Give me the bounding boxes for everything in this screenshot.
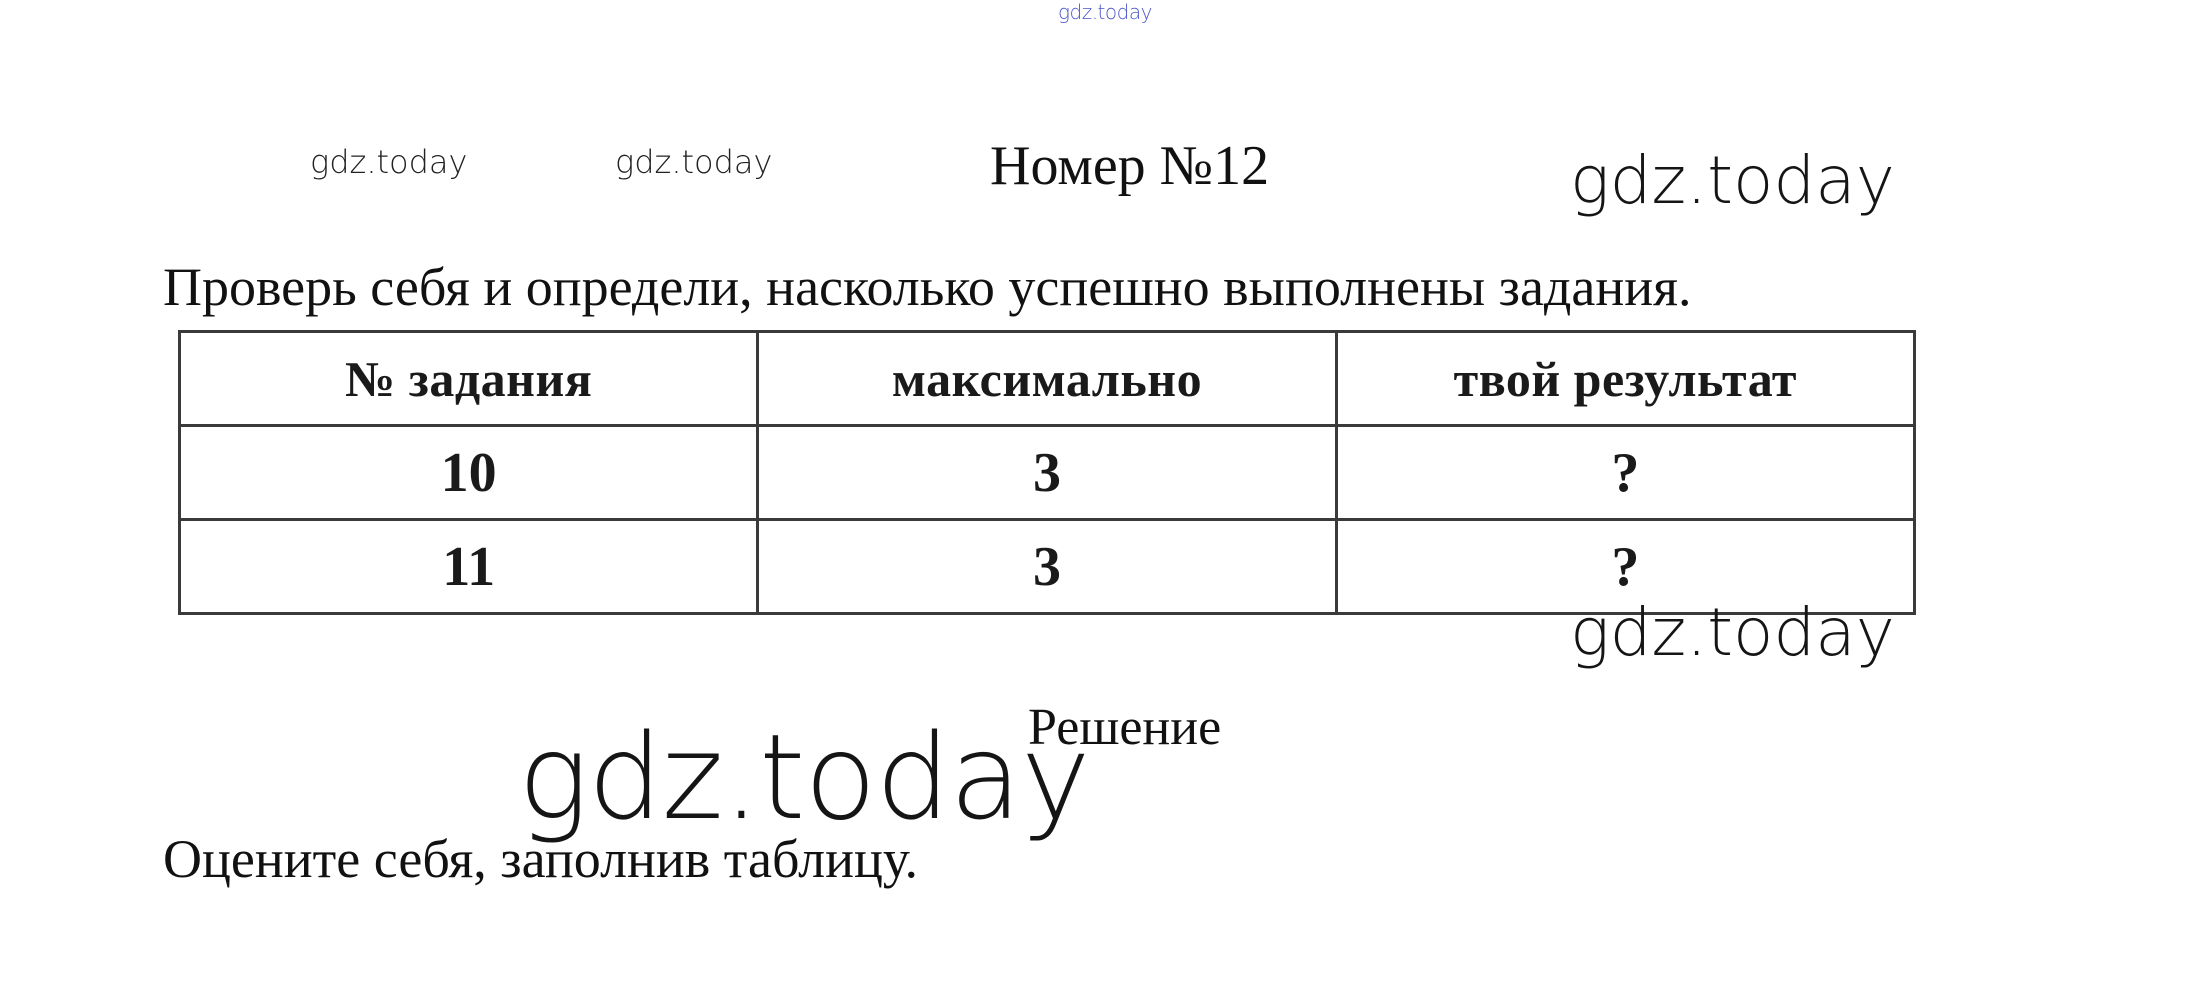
header-your-result: твой результат	[1336, 332, 1914, 426]
cell-maximum: 3	[758, 426, 1336, 520]
table-row	[180, 426, 1915, 520]
task-prompt: Проверь себя и определи, насколько успешно выполнены задания.	[163, 257, 1692, 317]
page-title: Номер №12	[990, 135, 1270, 197]
cell-your-result: ?	[1336, 520, 1914, 614]
watermark-small-left: gdz.today	[310, 143, 468, 181]
watermark-xlarge: gdz.today	[518, 708, 1090, 846]
cell-maximum: 3	[758, 520, 1336, 614]
answer-text: Оцените себя, заполнив таблицу.	[163, 829, 918, 889]
header-task-number: № задания	[180, 332, 758, 426]
solution-heading: Решение	[1028, 699, 1222, 756]
watermark-large-mid-right: gdz.today	[1570, 594, 1895, 671]
watermark-large-top-right: gdz.today	[1570, 142, 1895, 219]
cell-your-result: ?	[1336, 426, 1914, 520]
watermark-small-center: gdz.today	[615, 143, 773, 181]
results-table	[178, 330, 1916, 615]
cell-task-number: 10	[180, 426, 758, 520]
table-header-row	[180, 332, 1915, 426]
cell-task-number: 11	[180, 520, 758, 614]
watermark-top: gdz.today	[1058, 0, 1152, 24]
header-maximum: максимально	[758, 332, 1336, 426]
